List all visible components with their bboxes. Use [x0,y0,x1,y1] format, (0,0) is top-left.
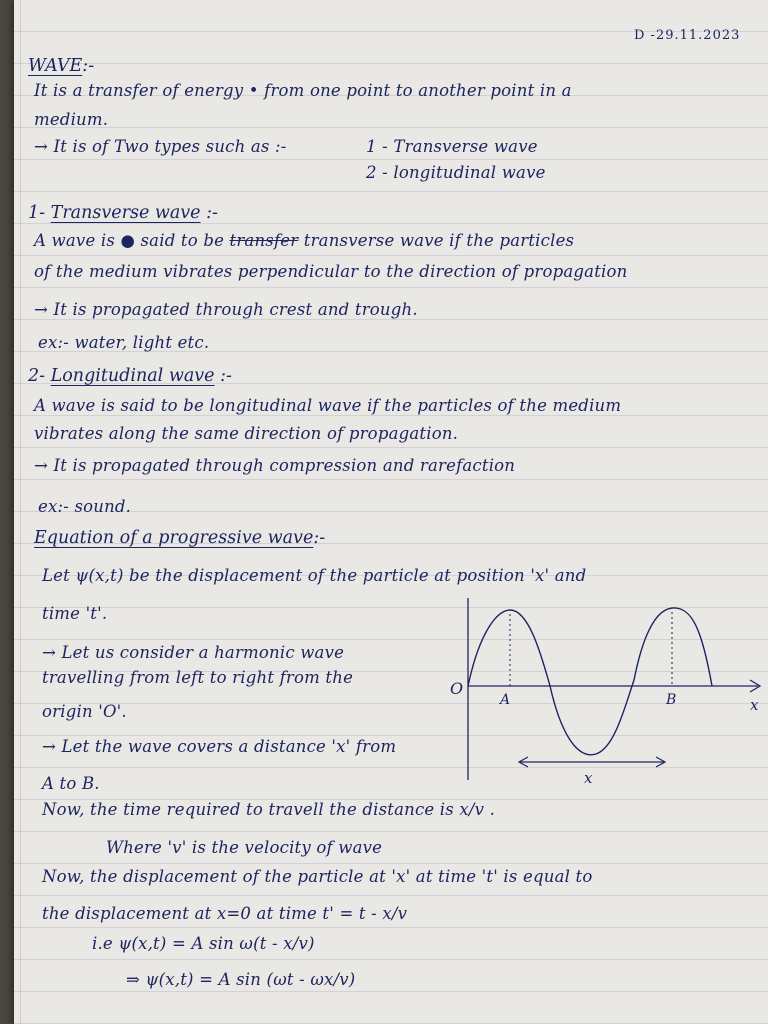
equation-line-5: origin 'O'. [42,702,127,721]
transverse-example: ex:- water, light etc. [38,333,210,352]
wave-type-1: 1 - Transverse wave [366,137,538,156]
equation-heading [34,528,325,548]
longitudinal-heading-num: 2- [28,366,46,386]
point-a-label: A [500,692,511,708]
distance-label: x [584,769,593,787]
equation-line-11: the displacement at x=0 at time t' = t - x/v [42,904,408,923]
wave-heading-text: WAVE [28,56,83,76]
transverse-line-1 [34,231,574,250]
equation-line-9: Where 'v' is the velocity of wave [106,838,383,857]
transverse-heading [28,203,218,223]
strikethrough-word: transfer [229,231,299,250]
equation-heading-text: Equation of a progressive wave [34,528,314,548]
equation-line-12: i.e ψ(x,t) = A sin ω(t - x/v) [92,934,315,953]
longitudinal-line-3: → It is propagated through compression and rarefaction [34,456,516,475]
transverse-line-2: of the medium vibrates perpendicular to the direction of propagation [34,262,628,281]
equation-line-7: A to B. [42,774,100,793]
transverse-line-1b: said to be [140,231,225,250]
equation-line-8: Now, the time required to travell the distance is x/v . [42,800,496,819]
wave-diagram [428,590,768,790]
longitudinal-example: ex:- sound. [38,497,132,516]
origin-label: O [450,679,464,698]
equation-line-6: → Let the wave covers a distance 'x' from [42,737,397,756]
equation-line-10: Now, the displacement of the particle at 'x' at time 't' is equal to [42,867,593,886]
equation-line-3: → Let us consider a harmonic wave [42,643,345,662]
wave-types-intro: → It is of Two types such as :- [34,137,287,156]
longitudinal-line-1: A wave is said to be longitudinal wave if the particles of the medium [34,396,622,415]
longitudinal-heading-suffix: :- [220,366,232,386]
notebook-page [14,0,768,1024]
wave-line-1: It is a transfer of energy • from one point to another point in a [34,81,572,100]
point-b-label: B [666,692,677,708]
equation-line-4: travelling from left to right from the [42,668,354,687]
transverse-line-3: → It is propagated through crest and trough. [34,300,418,319]
wave-type-2: 2 - longitudinal wave [366,163,546,182]
wave-heading-suffix: :- [82,56,95,76]
transverse-line-1a: A wave is [34,231,115,250]
scribble-mark: ● [120,231,136,250]
margin-line [20,0,21,1024]
equation-line-13: ⇒ ψ(x,t) = A sin (ωt - ωx/v) [126,970,356,989]
transverse-heading-num: 1- [28,203,46,223]
wave-heading [28,56,94,76]
longitudinal-heading-text: Longitudinal wave [50,366,215,386]
longitudinal-heading [28,366,232,386]
equation-line-2: time 't'. [42,604,108,623]
wave-line-2: medium. [34,110,109,129]
equation-heading-suffix: :- [313,528,326,548]
transverse-heading-suffix: :- [206,203,218,223]
x-axis-label: x [750,696,759,714]
longitudinal-line-2: vibrates along the same direction of propagation. [34,424,459,443]
transverse-heading-text: Transverse wave [50,203,201,223]
equation-line-1: Let ψ(x,t) be the displacement of the particle at position 'x' and [42,566,587,585]
date-text: D -29.11.2023 [634,28,741,43]
wave-curve [468,608,712,755]
transverse-line-1c: transverse wave if the particles [303,231,575,250]
